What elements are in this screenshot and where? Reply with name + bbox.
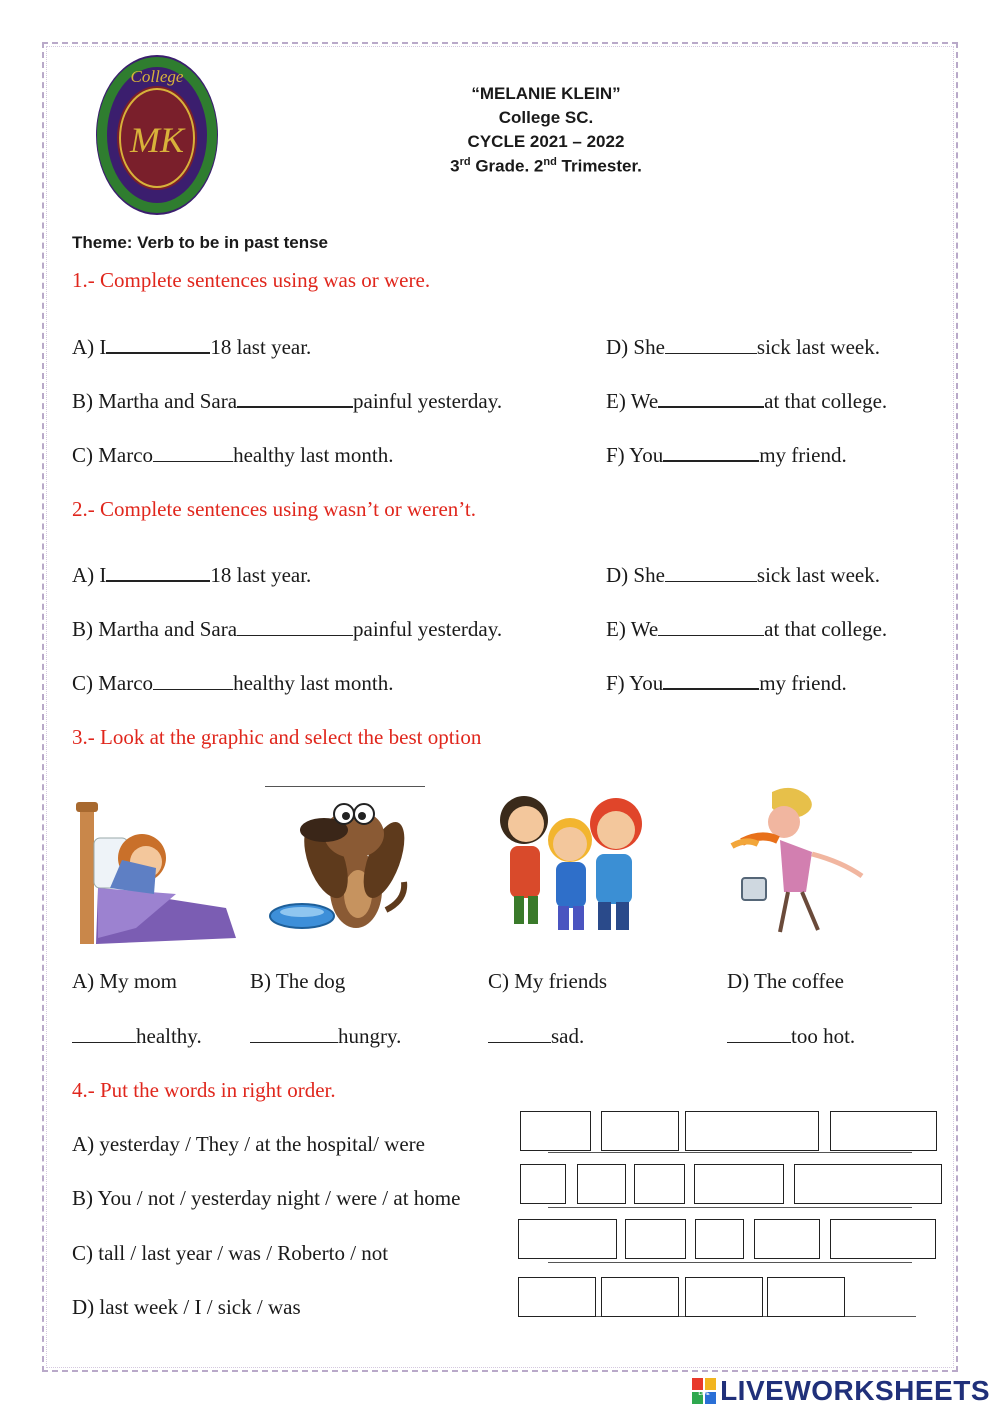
s2-blank-a[interactable] [106, 564, 210, 582]
s4-drop-box[interactable] [577, 1164, 626, 1204]
grade-trimester: 3rd Grade. 2nd Trimester. [450, 156, 642, 176]
section1-title: 1.- Complete sentences using was or were. [72, 268, 431, 292]
s3-blank-a[interactable] [72, 1026, 136, 1043]
sad-friends-image [488, 780, 658, 940]
section3-title: 3.- Look at the graphic and select the best option [72, 725, 482, 749]
section2-title: 2.- Complete sentences using wasn’t or weren’t. [72, 497, 476, 521]
brand-name: LIVEWORKSHEETS [720, 1375, 990, 1406]
section4-title: 4.- Put the words in right order. [72, 1078, 336, 1102]
logo-initials: MK [130, 120, 184, 160]
s2-blank-c[interactable] [153, 673, 233, 690]
s2-blank-f[interactable] [663, 672, 759, 690]
s4-item-c: C) tall / last year / was / Roberto / not [72, 1241, 389, 1265]
s2-blank-e[interactable] [658, 619, 764, 636]
s1-blank-b[interactable] [237, 390, 353, 408]
s3-label-b: B) The dog [250, 969, 346, 993]
s4-drop-box[interactable] [830, 1219, 936, 1259]
s1-blank-e[interactable] [658, 390, 764, 408]
brand-badge-text: LIVE [698, 1391, 710, 1397]
s1-blank-d[interactable] [665, 337, 757, 354]
s3-answer-c: sad. [488, 1024, 584, 1049]
s3-blank-b[interactable] [250, 1026, 338, 1043]
school-subtitle: College SC. [498, 108, 594, 127]
s4-drop-box[interactable] [794, 1164, 942, 1204]
logo-college-text: College [130, 67, 184, 86]
s4-drop-box[interactable] [685, 1277, 763, 1317]
liveworksheets-logo-icon [692, 1378, 716, 1404]
theme-heading: Theme: Verb to be in past tense [72, 233, 329, 252]
school-cycle: CYCLE 2021 – 2022 [467, 132, 625, 151]
s1-item-f: F) You my friend. [606, 443, 847, 467]
hungry-dog-image [266, 790, 416, 940]
s4-drop-box[interactable] [694, 1164, 784, 1204]
s2-item-a: A) I 18 last year. [72, 563, 312, 587]
s3-blank-d[interactable] [727, 1026, 791, 1043]
s3-answer-d: too hot. [727, 1024, 855, 1049]
s2-item-c: C) Marco healthy last month. [72, 671, 394, 695]
s1-blank-c[interactable] [153, 445, 233, 462]
s1-item-e: E) We at that college. [606, 389, 888, 413]
s4-drop-box[interactable] [767, 1277, 845, 1317]
s4-drop-box[interactable] [520, 1164, 566, 1204]
liveworksheets-brand[interactable] [692, 1375, 990, 1407]
hot-coffee-image [722, 782, 882, 942]
s1-item-d: D) She sick last week. [606, 335, 880, 359]
s4-guide-b [548, 1207, 912, 1208]
s4-drop-box[interactable] [634, 1164, 685, 1204]
s4-drop-box[interactable] [754, 1219, 820, 1259]
s4-item-d: D) last week / I / sick / was [72, 1295, 301, 1319]
s4-drop-box[interactable] [518, 1277, 596, 1317]
s4-drop-box[interactable] [518, 1219, 617, 1259]
s4-item-a: A) yesterday / They / at the hospital/ were [72, 1132, 426, 1156]
s2-blank-b[interactable] [237, 619, 353, 636]
s2-item-d: D) She sick last week. [606, 563, 880, 587]
s3-label-a: A) My mom [72, 969, 177, 993]
school-logo [93, 52, 221, 218]
s4-drop-box[interactable] [625, 1219, 686, 1259]
s4-guide-c [548, 1262, 912, 1263]
s2-blank-d[interactable] [665, 565, 757, 582]
s4-drop-box[interactable] [830, 1111, 937, 1151]
section3-top-line [265, 786, 425, 787]
s1-blank-f[interactable] [663, 444, 759, 462]
s4-drop-box[interactable] [601, 1111, 679, 1151]
s3-blank-c[interactable] [488, 1026, 551, 1043]
s3-label-d: D) The coffee [727, 969, 844, 993]
s2-item-e: E) We at that college. [606, 617, 888, 641]
s1-item-c: C) Marco healthy last month. [72, 443, 394, 467]
school-name: “MELANIE KLEIN” [471, 84, 621, 103]
s1-item-b: B) Martha and Sara painful yesterday. [72, 389, 503, 413]
s3-answer-b: hungry. [250, 1024, 401, 1049]
s4-drop-box[interactable] [601, 1277, 679, 1317]
s2-item-b: B) Martha and Sara painful yesterday. [72, 617, 503, 641]
s2-item-f: F) You my friend. [606, 671, 847, 695]
s4-item-b: B) You / not / yesterday night / were / at home [72, 1186, 461, 1210]
s1-item-a: A) I 18 last year. [72, 335, 312, 359]
sick-mom-in-bed-image [76, 798, 238, 948]
s4-drop-box[interactable] [695, 1219, 744, 1259]
s4-guide-a [548, 1152, 912, 1153]
s4-drop-box[interactable] [685, 1111, 819, 1151]
s3-label-c: C) My friends [488, 969, 607, 993]
s3-answer-a: healthy. [72, 1024, 202, 1049]
s4-drop-box[interactable] [520, 1111, 591, 1151]
s1-blank-a[interactable] [106, 336, 210, 354]
